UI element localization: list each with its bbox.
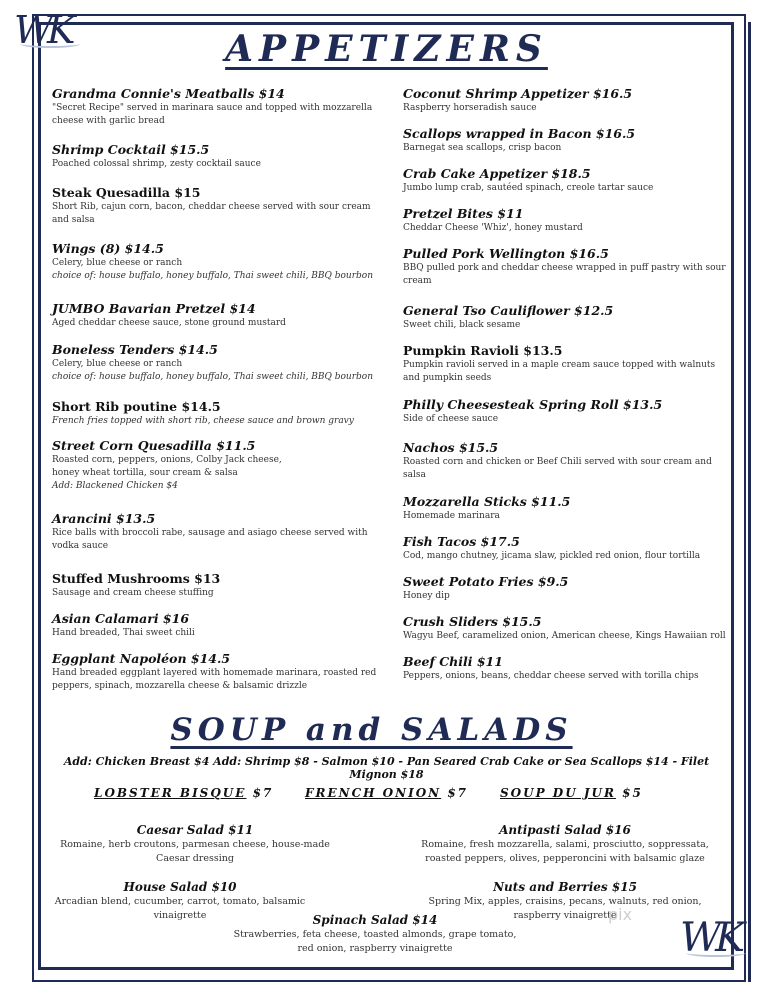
menu-item [52,142,390,171]
menu-item [403,126,733,155]
item-description: Homemade marinara [403,511,500,521]
soup-price: $7 [252,786,274,800]
item-name: Pulled Pork Wellington $16.5 [403,246,609,261]
salad-desc: Romaine, fresh mozzarella, salami, prosciutto, soppressata, [421,839,709,850]
menu-item [52,342,390,384]
salad-name: Spinach Salad $14 [312,913,438,927]
menu-item [403,246,733,288]
soup-name: FRENCH ONION [305,786,442,800]
watermark: pix [608,905,633,924]
menu-item [403,494,733,523]
menu-item [52,185,390,227]
menu-item [52,438,390,493]
item-description: Peppers, onions, beans, cheddar cheese served with torilla chips [403,671,699,681]
salad-name: Antipasti Salad $16 [499,823,631,837]
item-name: Arancini $13.5 [52,511,156,526]
item-name: Wings (8) $14.5 [52,241,164,256]
item-name: Pretzel Bites $11 [403,206,524,221]
salad-desc: Caesar dressing [156,853,234,864]
item-description: Poached colossal shrimp, zesty cocktail sauce [52,159,261,169]
menu-item [52,511,390,553]
item-description: Jumbo lump crab, sautéed spinach, creole tartar sauce [403,183,654,193]
soup-french-onion [305,786,468,800]
item-description: Add: Blackened Chicken $4 [52,481,178,491]
soup-name: SOUP DU JUR [500,786,616,800]
menu-item [403,206,733,235]
item-name: Grandma Connie's Meatballs $14 [52,86,285,101]
item-description: Cheddar Cheese 'Whiz', honey mustard [403,223,583,233]
salad-desc: Strawberries, feta cheese, toasted almonds, grape tomato, [233,929,517,940]
item-description: Honey dip [403,591,450,601]
item-description: Barnegat sea scallops, crisp bacon [403,143,562,153]
menu-item [403,166,733,195]
salad-desc: raspberry vinaigrette [513,910,617,921]
item-description: Rice balls with broccoli rabe, sausage and asiago cheese served with vodka sauce [52,528,368,551]
appetizers-heading: APPETIZERS [225,28,548,70]
soup-name: LOBSTER BISQUE [94,786,247,800]
menu-item [52,399,390,428]
item-description: choice of: house buffalo, honey buffalo, Thai sweet chili, BBQ bourbon [52,271,374,281]
item-description: Cod, mango chutney, jicama slaw, pickled red onion, flour tortilla [403,551,701,561]
menu-item [403,574,733,603]
item-name: Mozzarella Sticks $11.5 [403,494,571,509]
item-description: Hand breaded, Thai sweet chili [52,628,195,638]
item-name: General Tso Cauliflower $12.5 [403,303,614,318]
item-name: Philly Cheesesteak Spring Roll $13.5 [403,397,663,412]
item-description: choice of: house buffalo, honey buffalo, Thai sweet chili, BBQ bourbon [52,372,374,382]
menu-item [403,343,733,385]
menu-item [52,651,390,693]
salad-desc: Romaine, herb croutons, parmesan cheese, house-made [60,839,330,850]
soup-price: $5 [622,786,643,800]
item-name: Street Corn Quesadilla $11.5 [52,438,256,453]
item-description: Pumpkin ravioli served in a maple cream sauce topped with walnuts and pumpkin seeds [403,360,716,383]
soup-price: $7 [447,786,469,800]
item-name: Fish Tacos $17.5 [403,534,520,549]
menu-item [403,654,733,683]
item-name: Shrimp Cocktail $15.5 [52,142,210,157]
item-name: Stuffed Mushrooms $13 [52,571,221,586]
menu-item [403,534,733,563]
item-name: JUMBO Bavarian Pretzel $14 [52,301,256,316]
logo-text: WK [680,915,739,961]
item-description: Celery, blue cheese or ranch [52,359,183,369]
soup-lobster-bisque [94,786,273,800]
item-name: Beef Chili $11 [403,654,503,669]
menu-item [52,241,390,283]
menu-item [52,611,390,640]
item-name: Steak Quesadilla $15 [52,185,201,200]
item-description: Hand breaded eggplant layered with homemade marinara, roasted red peppers, spinach, mozzarella cheese & balsamic drizzle [52,668,377,691]
item-description: Sausage and cream cheese stuffing [52,588,214,598]
item-description: Sweet chili, black sesame [403,320,521,330]
menu-item [403,397,733,426]
salad-name: Caesar Salad $11 [136,823,254,837]
salad-desc: Arcadian blend, cucumber, carrot, tomato, balsamic [54,896,306,907]
item-name: Short Rib poutine $14.5 [52,399,221,414]
item-name: Crush Sliders $15.5 [403,614,542,629]
item-name: Coconut Shrimp Appetizer $16.5 [403,86,633,101]
item-name: Boneless Tenders $14.5 [52,342,218,357]
item-description: "Secret Recipe" served in marinara sauce and topped with mozzarella cheese with garlic bread [52,103,373,126]
salad-caesar [40,822,350,866]
item-name: Asian Calamari $16 [52,611,190,626]
item-description: Aged cheddar cheese sauce, stone ground mustard [52,318,286,328]
item-description: French fries topped with short rib, cheese sauce and brown gravy [52,416,354,426]
item-description: Roasted corn and chicken or Beef Chili served with sour cream and salsa [403,457,712,480]
salad-desc: Spring Mix, apples, craisins, pecans, walnuts, red onion, [428,896,702,907]
item-description: BBQ pulled pork and cheddar cheese wrapped in puff pastry with sour cream [403,263,726,286]
item-description: Celery, blue cheese or ranch [52,258,183,268]
salad-name: House Salad $10 [123,880,237,894]
item-name: Nachos $15.5 [403,440,499,455]
salad-desc: red onion, raspberry vinaigrette [297,943,453,954]
item-description: Raspberry horseradish sauce [403,103,537,113]
menu-item [403,86,733,115]
soup-salads-heading: SOUP and SALADS [170,712,573,748]
menu-item [403,303,733,332]
item-name: Scallops wrapped in Bacon $16.5 [403,126,636,141]
salad-name: Nuts and Berries $15 [493,880,637,894]
item-description: Short Rib, cajun corn, bacon, cheddar cheese served with sour cream and salsa [52,202,371,225]
item-name: Crab Cake Appetizer $18.5 [403,166,591,181]
item-description: Side of cheese sauce [403,414,499,424]
item-description: honey wheat tortilla, sour cream & salsa [52,468,238,478]
salad-spinach [215,912,535,956]
item-description: Wagyu Beef, caramelized onion, American cheese, Kings Hawaiian roll [403,631,726,641]
salad-desc: vinaigrette [153,910,207,921]
menu-item [403,440,733,482]
item-name: Pumpkin Ravioli $13.5 [403,343,563,358]
salad-antipasti [410,822,720,866]
menu-item [403,614,733,643]
soup-du-jur [500,786,643,800]
menu-frame-edge [748,22,751,982]
menu-item [52,571,390,600]
add-ons-line: Add: Chicken Breast $4 Add: Shrimp $8 - Salmon $10 - Pan Seared Crab Cake or Sea Scallops $14 - Filet Mignon $18 [63,755,710,781]
item-name: Sweet Potato Fries $9.5 [403,574,569,589]
salad-desc: roasted peppers, olives, pepperoncini with balsamic glaze [425,853,705,864]
logo-text: WK [14,8,70,52]
item-description: Roasted corn, peppers, onions, Colby Jack cheese, [52,455,282,465]
item-name: Eggplant Napoléon $14.5 [52,651,231,666]
menu-item [52,86,390,128]
menu-item [52,301,390,330]
